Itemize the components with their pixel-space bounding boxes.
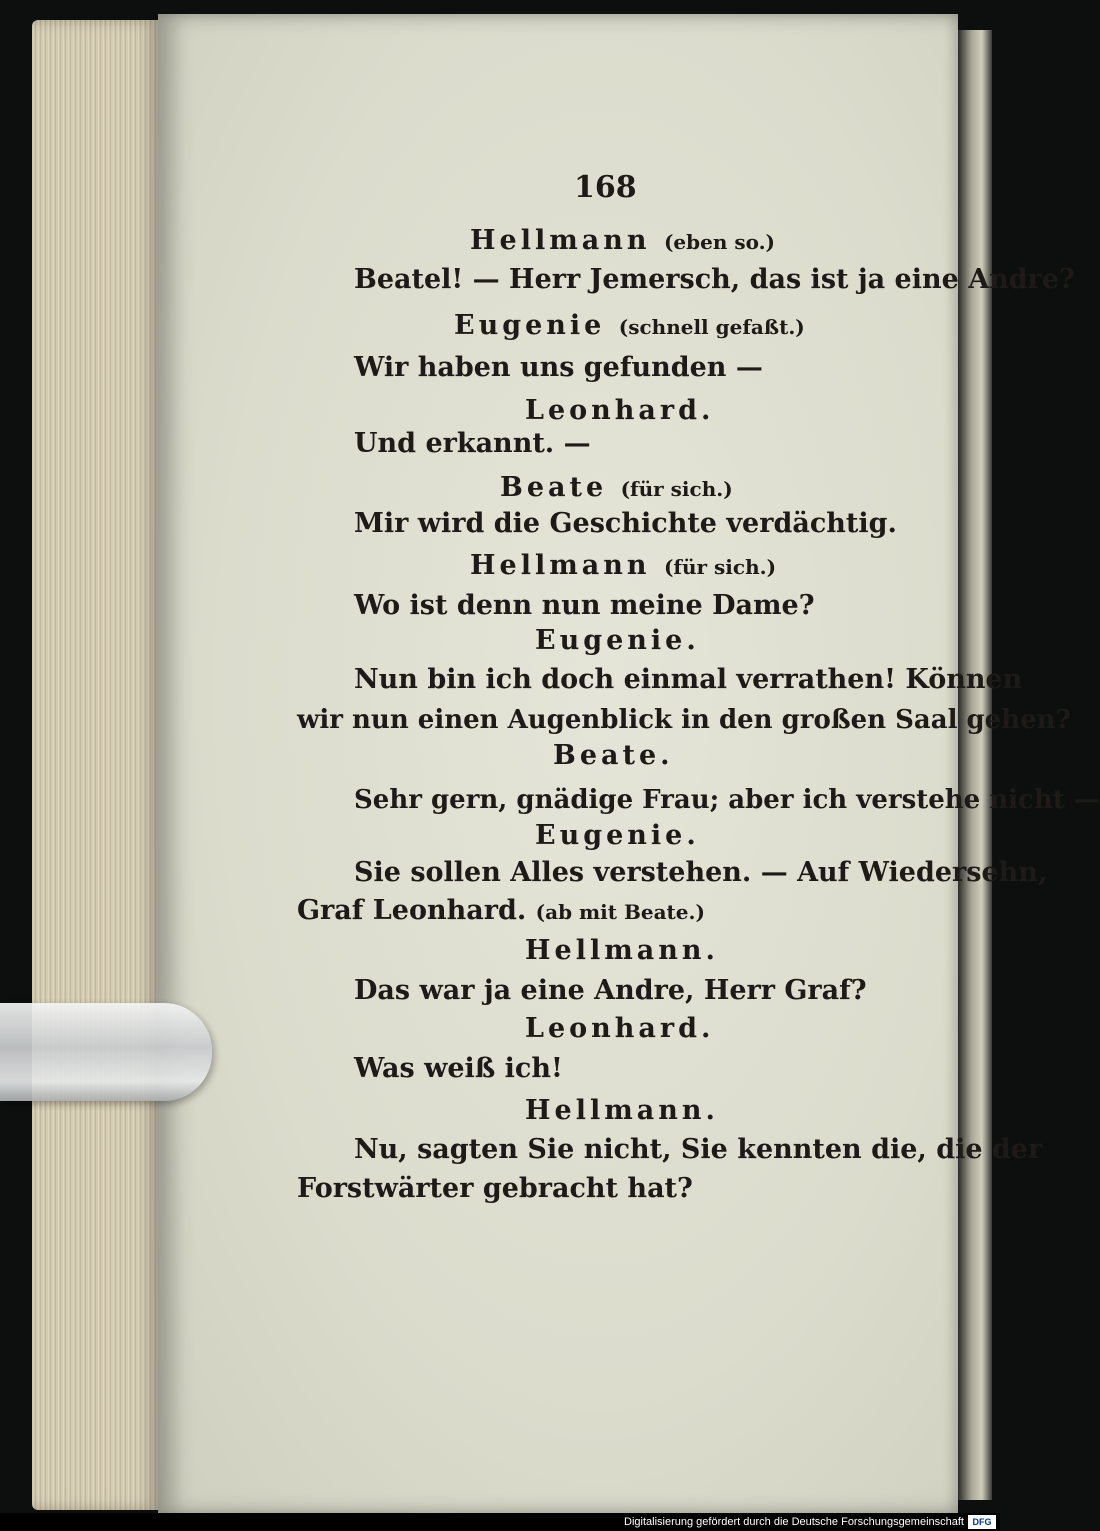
stage-direction: (schnell gefaßt.) [618, 315, 805, 339]
dialogue-line: Nun bin ich doch einmal verrathen! Können [354, 664, 1023, 695]
speaker-heading [525, 935, 719, 966]
speaker-name: Hellmann. [525, 935, 719, 966]
dialogue-line: Nu, sagten Sie nicht, Sie kennten die, die der [354, 1134, 1043, 1165]
speaker-heading [525, 1013, 714, 1044]
speaker-name: Eugenie [454, 310, 606, 341]
speaker-heading [535, 820, 700, 851]
dialogue-line: Und erkannt. — [354, 428, 591, 459]
stage-direction: (für sich.) [663, 555, 777, 579]
dialogue-line: Sie sollen Alles verstehen. — Auf Wiedersehn, [354, 857, 1048, 888]
book-page-edges [32, 20, 158, 1510]
speaker-name: Leonhard. [525, 1013, 715, 1044]
speaker-name: Leonhard. [525, 395, 715, 426]
speaker-name: Eugenie. [535, 625, 700, 656]
stage-direction: (für sich.) [620, 477, 733, 501]
footer-credit: Digitalisierung gefördert durch die Deutsche Forschungsgemeinschaft [0, 1513, 1000, 1531]
dfg-logo: DFG [968, 1515, 996, 1529]
dialogue-line: Sehr gern, gnädige Frau; aber ich verstehe nicht — [354, 785, 1100, 815]
dialogue-line: Mir wird die Geschichte verdächtig. [354, 508, 897, 539]
dialogue-line: Was weiß ich! [354, 1053, 563, 1084]
speaker-name: Hellmann [470, 225, 651, 256]
speaker-heading [535, 625, 700, 656]
speaker-heading [553, 740, 674, 771]
dialogue-line: Beatel! — Herr Jemersch, das ist ja eine Andre? [354, 264, 1075, 295]
speaker-heading [454, 310, 805, 341]
dialogue-line: wir nun einen Augenblick in den großen Saal gehen? [297, 705, 1071, 735]
speaker-name: Beate [500, 472, 608, 503]
stage-direction: (ab mit Beate.) [535, 900, 705, 924]
speaker-heading [525, 395, 714, 426]
page-number: 168 [574, 170, 637, 205]
speaker-heading [470, 550, 776, 581]
stage-direction: (eben so.) [663, 230, 776, 254]
dialogue-line: Forstwärter gebracht hat? [297, 1173, 693, 1204]
dialogue-line: Wo ist denn nun meine Dame? [354, 590, 815, 621]
dialogue-line: Wir haben uns gefunden — [354, 352, 763, 383]
book-right-edge [958, 30, 992, 1500]
page-clip-marker [0, 1003, 212, 1101]
dialogue-line: Das war ja eine Andre, Herr Graf? [354, 975, 867, 1006]
dialogue-line [297, 895, 705, 926]
speaker-name: Hellmann. [525, 1095, 719, 1126]
speaker-name: Beate. [553, 740, 674, 771]
speaker-heading [525, 1095, 719, 1126]
dialogue-text: Graf Leonhard. [297, 895, 527, 926]
speaker-heading [500, 472, 733, 503]
speaker-name: Hellmann [470, 550, 651, 581]
speaker-name: Eugenie. [535, 820, 700, 851]
speaker-heading [470, 225, 775, 256]
